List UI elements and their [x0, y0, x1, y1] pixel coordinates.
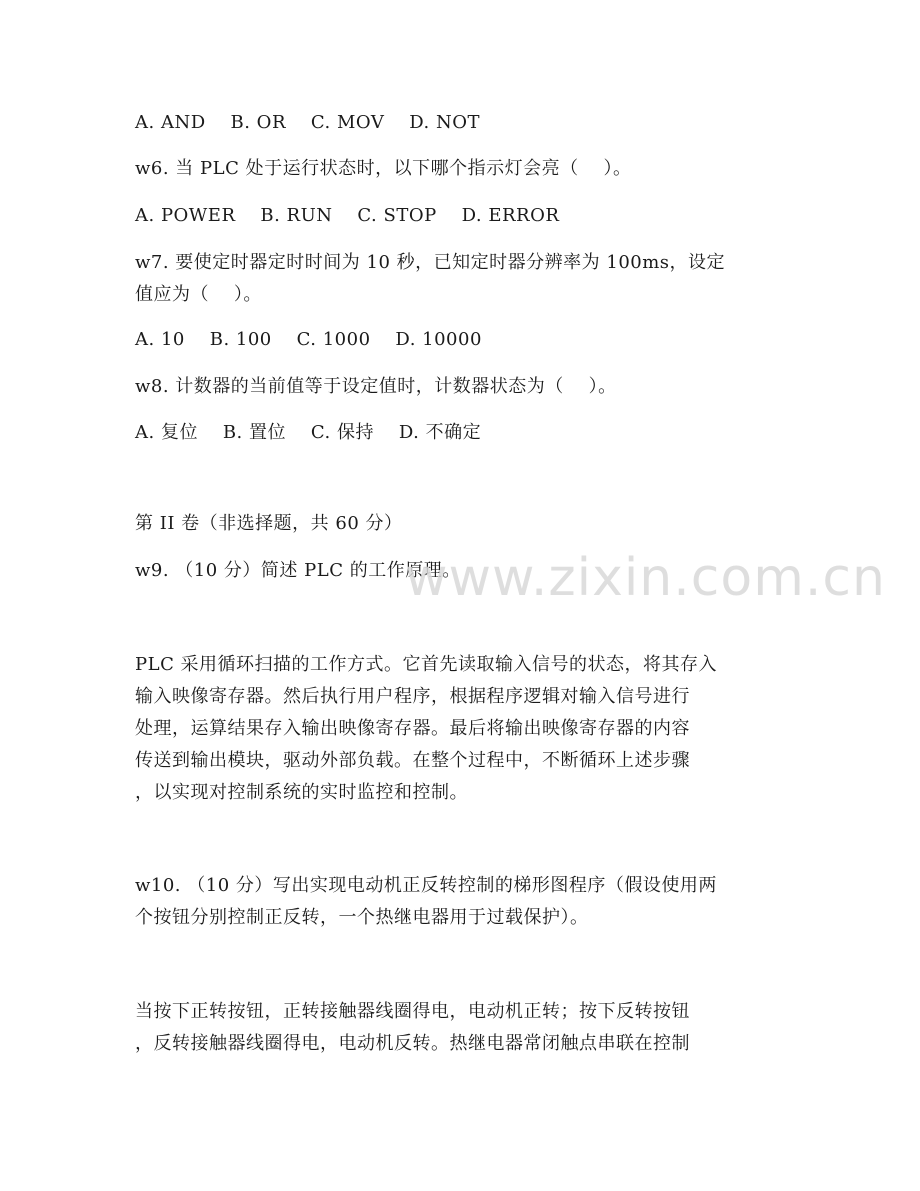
q10-answer-line1: 当按下正转按钮，正转接触器线圈得电，电动机正转；按下反转按钮 — [135, 1001, 690, 1022]
q10-question-line2: 个按钮分别控制正反转，一个热继电器用于过载保护）。 — [135, 907, 589, 928]
q10-answer-line2: ，反转接触器线圈得电，电动机反转。热继电器常闭触点串联在控制 — [135, 1033, 690, 1054]
q8-question: w8. 计数器的当前值等于设定值时，计数器状态为（ ）。 — [135, 376, 617, 397]
q9-question: w9. （10 分）简述 PLC 的工作原理。 — [135, 560, 461, 581]
q9-answer-line4: 传送到输出模块，驱动外部负载。在整个过程中，不断循环上述步骤 — [135, 750, 690, 771]
q6-question: w6. 当 PLC 处于运行状态时，以下哪个指示灯会亮（ ）。 — [135, 158, 632, 179]
q7-question-line2: 值应为（ ）。 — [135, 284, 262, 305]
watermark: www.zixin.com.cn — [405, 548, 886, 608]
section-heading: 第 II 卷（非选择题，共 60 分） — [135, 513, 403, 534]
q10-question-line1: w10. （10 分）写出实现电动机正反转控制的梯形图程序（假设使用两 — [135, 875, 717, 896]
q6-options: A. POWER B. RUN C. STOP D. ERROR — [135, 205, 560, 226]
q9-answer-line5: ，以实现对控制系统的实时监控和控制。 — [135, 782, 468, 803]
q9-answer-line3: 处理，运算结果存入输出映像寄存器。最后将输出映像寄存器的内容 — [135, 718, 690, 739]
q8-options: A. 复位 B. 置位 C. 保持 D. 不确定 — [135, 422, 482, 443]
q7-options: A. 10 B. 100 C. 1000 D. 10000 — [135, 329, 482, 350]
q7-question-line1: w7. 要使定时器定时时间为 10 秒，已知定时器分辨率为 100ms，设定 — [135, 252, 726, 273]
q5-options: A. AND B. OR C. MOV D. NOT — [135, 112, 480, 133]
q9-answer-line2: 输入映像寄存器。然后执行用户程序，根据程序逻辑对输入信号进行 — [135, 686, 690, 707]
q9-answer-line1: PLC 采用循环扫描的工作方式。它首先读取输入信号的状态，将其存入 — [135, 654, 718, 675]
